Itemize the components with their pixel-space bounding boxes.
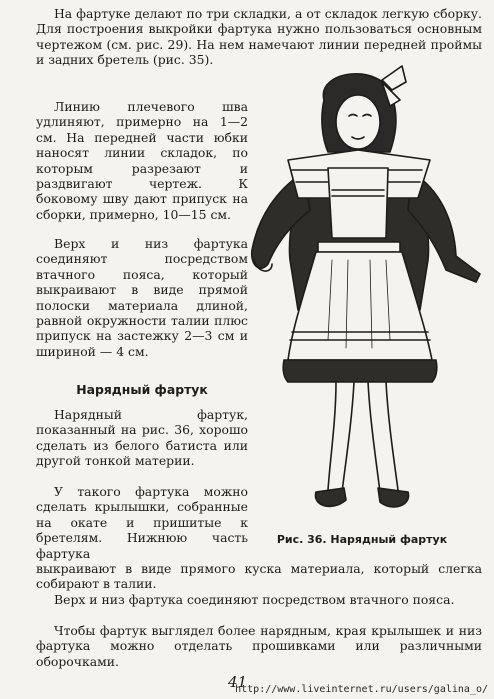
paragraph-fancy-apron: Нарядный фартук, показанный на рис. 36, хорошо сделать из белого батиста или другой тонкой материи. (36, 407, 248, 469)
page-number: 41 (228, 673, 248, 691)
paragraph-shoulder-seam: Линию плечевого шва удлиняют, примерно на 1—2 см. На передней части юбки наносят линии складок, по которым разрезают и раздвигают чертеж. К боковому шву дают припуск на сборки, примерно, 10—15 см. (36, 99, 248, 222)
section-heading: Нарядный фартук (76, 382, 208, 397)
paragraph-intro: На фартуке делают по три складки, а от складок легкую сборку. Для построения выкройки фартука нужно пользоваться основным чертежом (см. рис. 29). На нем намечают линии передней проймы и задних бретель (рис. 35). (36, 6, 482, 68)
paragraph-wings-continued: выкраивают в виде прямого куска материала, который слегка собирают в талии. (36, 561, 482, 592)
watermark-url[interactable]: http://www.liveinternet.ru/users/galina_o/ (235, 684, 488, 695)
paragraph-apron-joining: Верх и низ фартука соединяют посредством втачного пояса. (54, 592, 455, 607)
paragraph-wings: У такого фартука можно сделать крылышки, собранные на окате и пришитые к бретелям. Нижнюю часть фартука (36, 484, 248, 561)
figure-caption: Рис. 36. Нарядный фартук (276, 533, 448, 546)
paragraph-waistband: Верх и низ фартука соединяют посредством втачного пояса, который выкраивают в виде прямой полоски материала длиной, равной окружности талии плюс припуск на застежку 2—3 см и шириной — 4 см. (36, 236, 248, 359)
girl-in-apron-illustration (232, 60, 488, 530)
paragraph-decoration: Чтобы фартук выглядел более нарядным, края крылышек и низ фартука можно отделать прошивками или различными оборочками. (36, 623, 482, 669)
